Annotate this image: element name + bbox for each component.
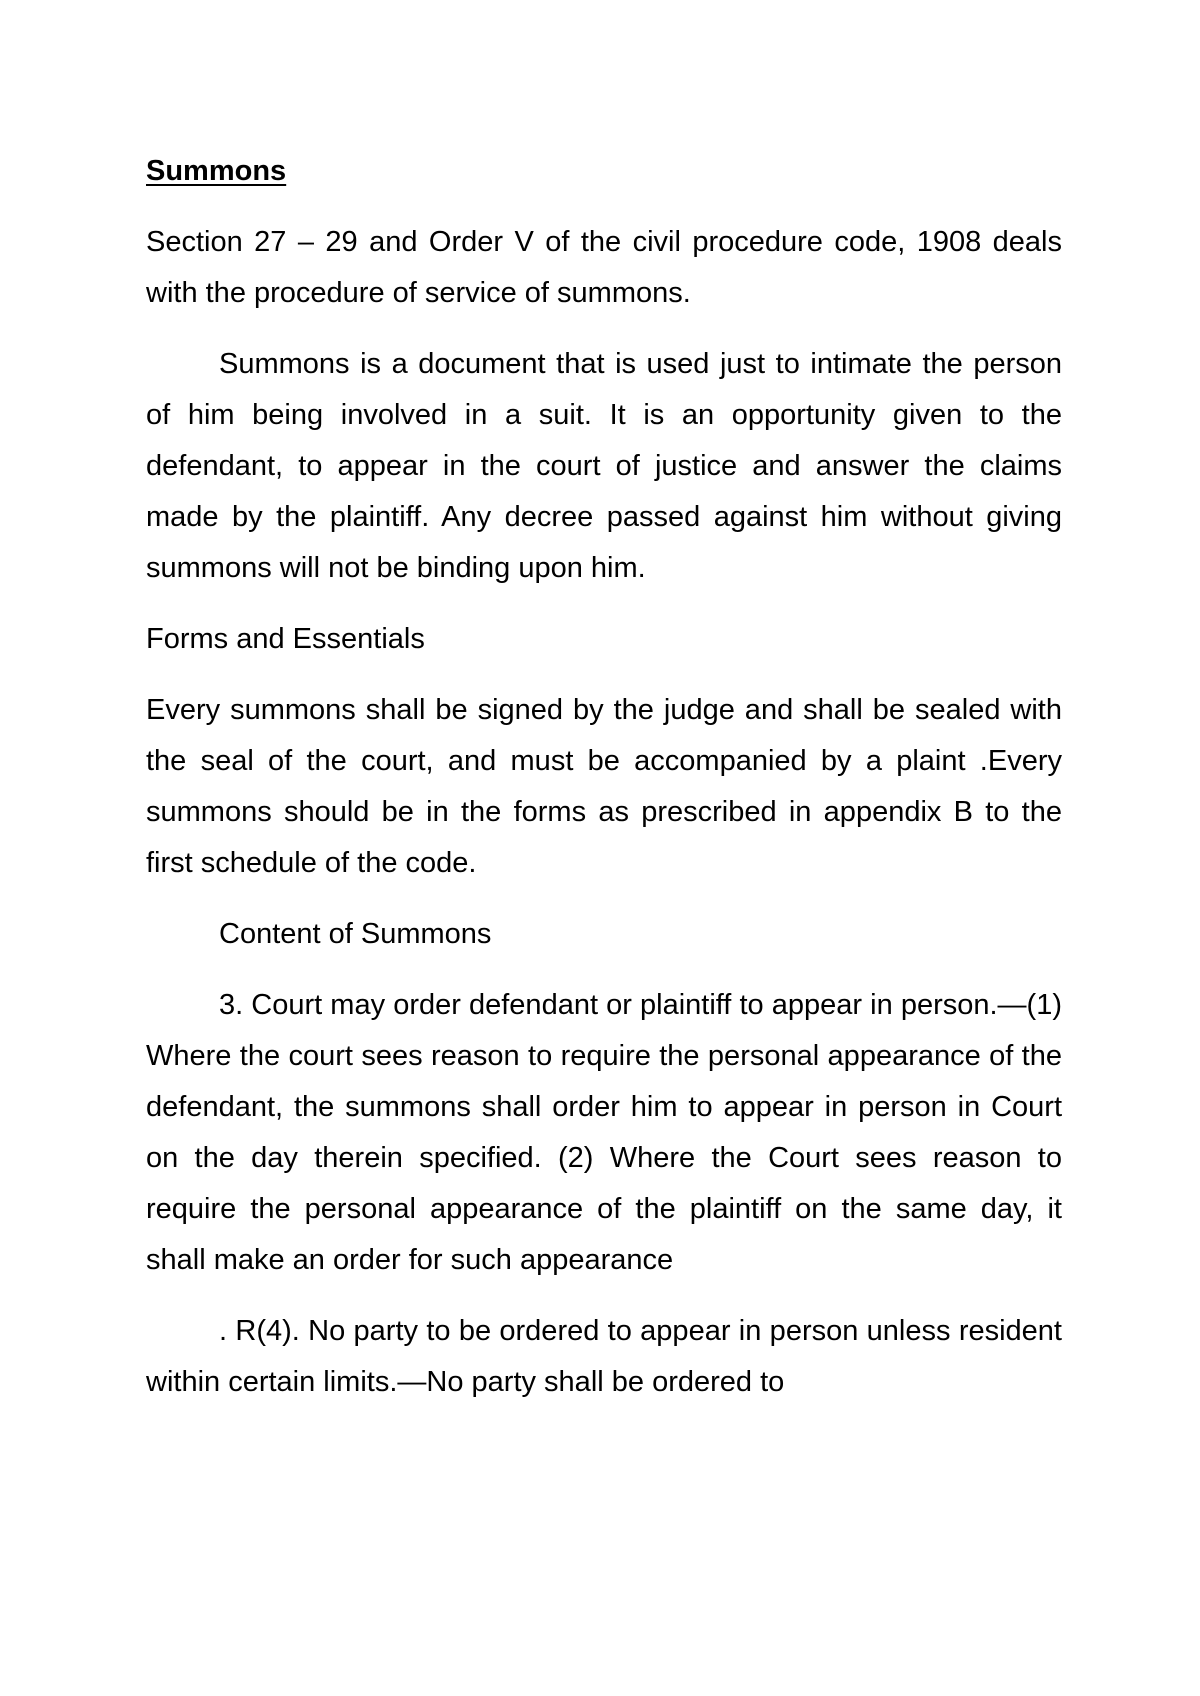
paragraph-forms: Every summons shall be signed by the judge and shall be sealed with the seal of the court, and must be accompanied by a plaint .Every summons should be in the forms as prescribed in appendix B to the first schedule of the code. <box>146 694 1062 879</box>
paragraph-rule-3: 3. Court may order defendant or plaintiff to appear in person.—(1) Where the court sees reason to require the personal appearance of the defendant, the summons shall order him to appear in person in Court on the day therein specified. (2) Where the Court sees reason to require the personal appearance of the plaintiff on the same day, it shall make an order for such appearance <box>146 989 1062 1276</box>
heading-content-summons: Content of Summons <box>219 918 492 950</box>
paragraph-rule-4: . R(4). No party to be ordered to appear in person unless resident within certain limits.—No party shall be ordered to <box>146 1315 1062 1398</box>
heading-forms-essentials: Forms and Essentials <box>146 623 425 655</box>
paragraph-summons-definition: Summons is a document that is used just to intimate the person of him being involved in a suit. It is an opportunity given to the defendant, to appear in the court of justice and answer the claims made by the plaintiff. Any decree passed against him without giving summons will not be binding upon him. <box>146 348 1062 584</box>
document-title: Summons <box>146 155 287 187</box>
document-body <box>146 146 1062 1428</box>
paragraph-sections: Section 27 – 29 and Order V of the civil procedure code, 1908 deals with the procedure of service of summons. <box>146 226 1062 309</box>
